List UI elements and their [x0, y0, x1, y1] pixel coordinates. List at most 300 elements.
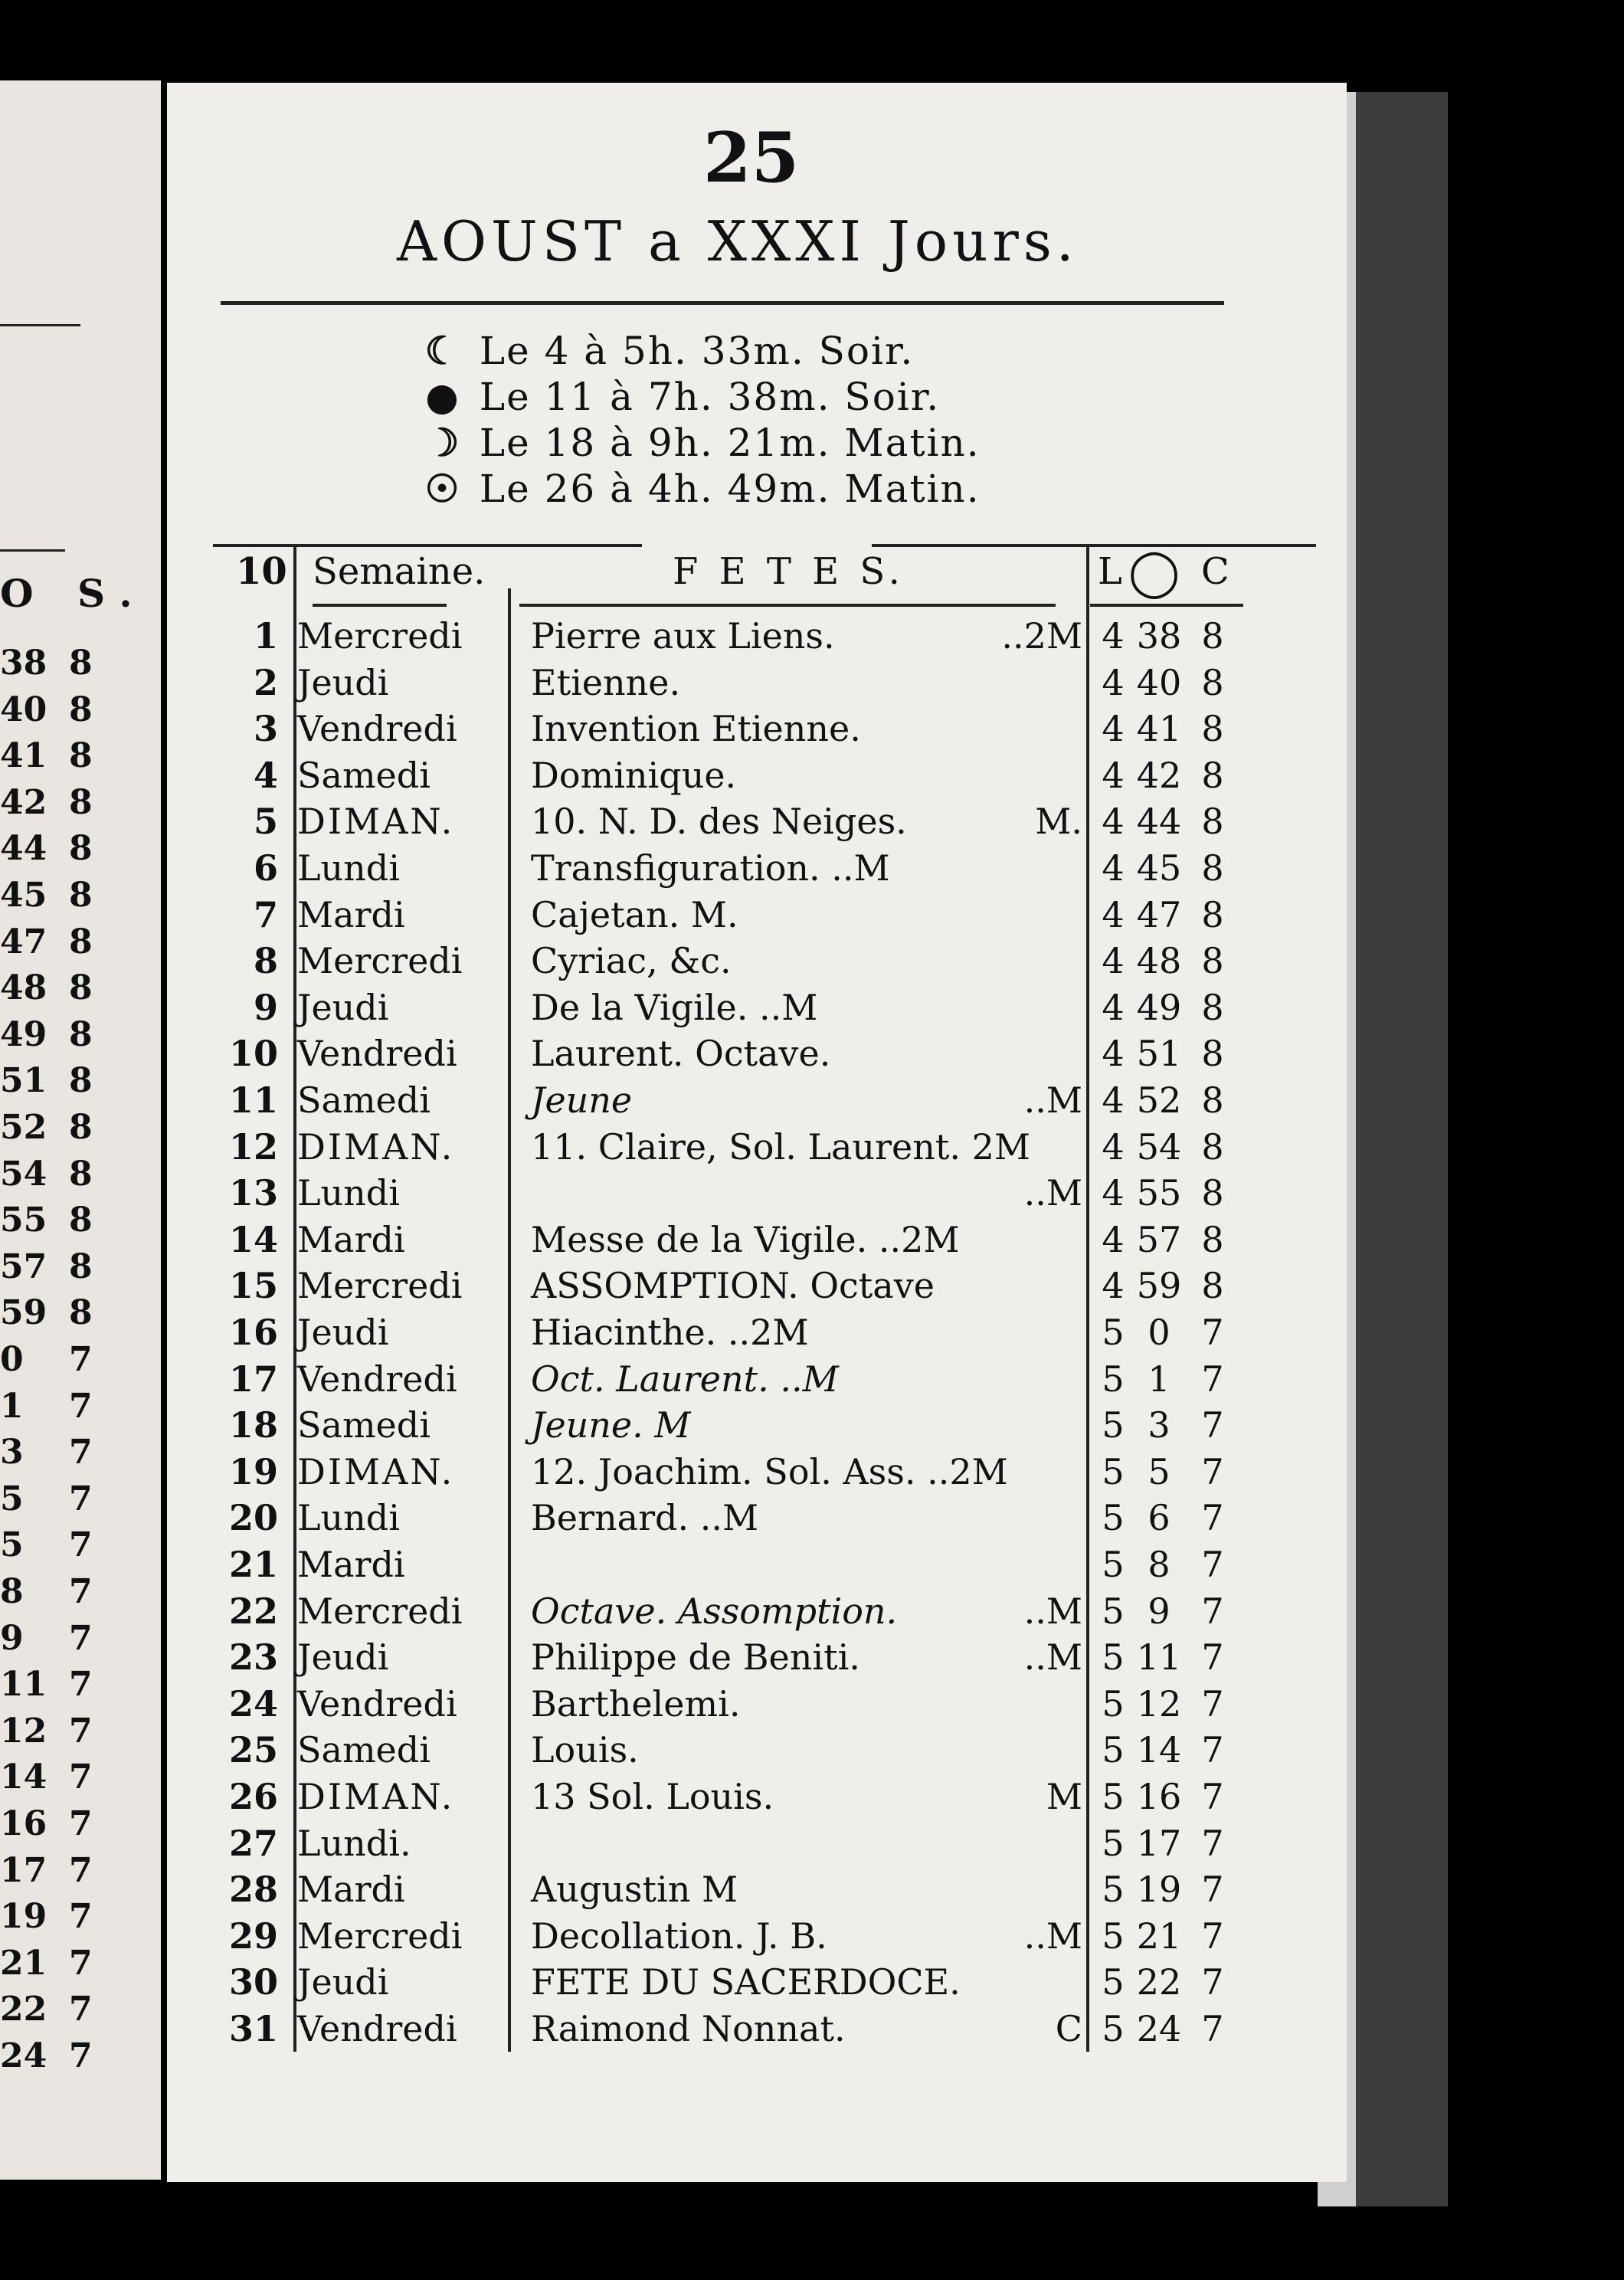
left-minute: 59: [0, 1293, 47, 1333]
sunrise-minute: 49: [1136, 986, 1182, 1028]
sunrise-minute: 8: [1148, 1544, 1171, 1585]
table-row: [190, 1915, 1293, 1962]
left-minute: 45: [0, 876, 47, 915]
left-row: [0, 1061, 153, 1107]
page-number: 25: [703, 117, 800, 198]
left-hour: 7: [69, 1433, 93, 1472]
month-title: AOUST a XXXI Jours.: [397, 209, 1079, 274]
weekday: Jeudi: [297, 1961, 389, 2003]
sunrise-minute: 5: [1148, 1450, 1171, 1492]
moon-phase-line: [420, 328, 914, 374]
sunrise-minute: 1: [1148, 1358, 1171, 1400]
day-number: 8: [253, 940, 278, 982]
left-minute: 41: [0, 736, 47, 776]
left-hour: 7: [69, 2036, 93, 2075]
week-header-rule: [313, 604, 447, 607]
left-hour: 7: [69, 1572, 93, 1611]
left-row: [0, 644, 153, 690]
sunset-hour: 8: [1201, 754, 1224, 796]
table-row: [190, 940, 1293, 987]
almanac-page: [167, 83, 1347, 2182]
day-number: 7: [253, 893, 278, 935]
sunrise-minute: 24: [1136, 2008, 1182, 2049]
left-minute: 17: [0, 1850, 47, 1890]
day-number: 2: [253, 661, 278, 703]
left-hour: 7: [69, 1665, 93, 1705]
day-number: 16: [228, 1312, 278, 1353]
weekday: Vendredi: [297, 1033, 457, 1075]
left-minute: 38: [0, 644, 47, 683]
feast-name: ASSOMPTION. Octave: [531, 1265, 935, 1307]
feast-name: FETE DU SACERDOCE.: [531, 1961, 961, 2003]
left-minute: 40: [0, 690, 47, 729]
left-hour: 7: [69, 1711, 93, 1751]
day-number: 18: [228, 1404, 278, 1446]
sunset-hour: 8: [1201, 1033, 1224, 1075]
left-hour: 8: [69, 968, 93, 1008]
left-minute: 1: [0, 1386, 24, 1426]
sunrise-hour: 5: [1102, 1915, 1125, 1957]
sunrise-minute: 16: [1136, 1776, 1182, 1817]
weekday: Mercredi: [297, 615, 463, 657]
table-row: [190, 1358, 1293, 1405]
table-top-rule-right: [872, 544, 1316, 547]
feast-name: Laurent. Octave.: [531, 1033, 831, 1075]
feast-name: Messe de la Vigile. ..2M: [531, 1218, 960, 1260]
sunrise-hour: 5: [1102, 1729, 1125, 1771]
day-number: 31: [228, 2008, 278, 2049]
feast-name: 13 Sol. Louis.: [531, 1776, 774, 1817]
left-row: [0, 1387, 153, 1433]
sunset-hour: 7: [1201, 1358, 1224, 1400]
sunset-hour: 7: [1201, 1312, 1224, 1353]
day-number: 11: [228, 1079, 278, 1121]
left-row: [0, 1619, 153, 1665]
feast-name: Invention Etienne.: [531, 708, 861, 750]
left-row: [0, 1155, 153, 1201]
left-hour: 7: [69, 1990, 93, 2029]
day-number: 24: [228, 1682, 278, 1725]
sunset-hour: 7: [1201, 1776, 1224, 1817]
sunrise-minute: 3: [1148, 1404, 1171, 1446]
left-hour: 8: [69, 690, 93, 729]
sunrise-minute: 22: [1136, 1961, 1182, 2003]
feast-name: Etienne.: [531, 661, 681, 703]
week-column-header: Semaine.: [313, 550, 486, 593]
sunrise-hour: 4: [1102, 1218, 1125, 1260]
sunset-hour: 7: [1201, 1822, 1224, 1864]
left-row: [0, 1015, 153, 1061]
table-row: [190, 1126, 1293, 1173]
mass-mark: ..M: [1023, 1172, 1082, 1214]
feast-name: Barthelemi.: [531, 1682, 741, 1725]
sunrise-minute: 55: [1136, 1172, 1182, 1214]
left-minute: 19: [0, 1897, 47, 1937]
feast-name: Jeune: [531, 1079, 633, 1121]
mass-mark: M.: [1035, 801, 1082, 843]
table-row: [190, 1404, 1293, 1451]
left-hour: 8: [69, 782, 93, 822]
fetes-header-rule: [519, 604, 1056, 607]
left-hour: 8: [69, 829, 93, 869]
sunrise-minute: 47: [1136, 893, 1182, 935]
weekday: Lundi: [297, 1497, 400, 1539]
left-row: [0, 1851, 153, 1897]
weekday: DIMAN.: [297, 1450, 455, 1492]
sunrise-minute: 17: [1136, 1822, 1182, 1864]
sunset-hour: 8: [1201, 1172, 1224, 1214]
left-hour: 7: [69, 1850, 93, 1890]
left-row: [0, 690, 153, 736]
sunset-hour: 7: [1201, 1497, 1224, 1539]
sunset-hour: 7: [1201, 2008, 1224, 2049]
weekday: Samedi: [297, 1404, 431, 1446]
left-hour: 8: [69, 1201, 93, 1240]
sunset-hour: 8: [1201, 893, 1224, 935]
weekday: Lundi: [297, 1172, 400, 1214]
sun-header-rule: [1090, 604, 1243, 607]
weekday: Mardi: [297, 1218, 405, 1260]
left-rule-mid: [0, 549, 65, 552]
weekday: Vendredi: [297, 708, 457, 750]
left-row: [0, 783, 153, 829]
feast-name: Louis.: [531, 1729, 639, 1771]
left-minute: 24: [0, 2036, 47, 2075]
sunrise-hour: 4: [1102, 1079, 1125, 1121]
left-row: [0, 1247, 153, 1293]
sunrise-hour: 5: [1102, 2008, 1125, 2049]
day-number: 4: [253, 754, 278, 796]
left-row: [0, 1433, 153, 1479]
sunset-hour: 8: [1201, 801, 1224, 843]
feast-name: Oct. Laurent. ..M: [531, 1358, 839, 1400]
left-minute: 57: [0, 1246, 47, 1286]
sunset-hour: 8: [1201, 1079, 1224, 1121]
last-quarter-icon: ☾: [424, 328, 461, 373]
table-top-rule-left: [213, 544, 642, 547]
table-row: [190, 1079, 1293, 1126]
mass-mark: M: [1046, 1776, 1082, 1817]
table-row: [190, 1823, 1293, 1869]
left-row: [0, 1990, 153, 2036]
left-hour: 7: [69, 1386, 93, 1426]
sunrise-hour: 5: [1102, 1497, 1125, 1539]
weekday: DIMAN.: [297, 1125, 455, 1168]
left-minute: 3: [0, 1433, 24, 1472]
sunset-hour: 8: [1201, 1218, 1224, 1260]
left-hour: 8: [69, 922, 93, 961]
sunrise-hour: 4: [1102, 754, 1125, 796]
sunrise-minute: 54: [1136, 1125, 1182, 1168]
table-row: [190, 2008, 1293, 2055]
weekday: Mercredi: [297, 940, 463, 982]
sunrise-hour: 4: [1102, 661, 1125, 703]
day-number: 1: [253, 615, 278, 657]
weekday: Mercredi: [297, 1590, 463, 1632]
left-minute: 51: [0, 1061, 47, 1101]
sunrise-hour: 5: [1102, 1636, 1125, 1679]
sunrise-hour: 5: [1102, 1961, 1125, 2003]
sunrise-minute: 11: [1136, 1636, 1182, 1679]
left-row: [0, 968, 153, 1014]
sunrise-minute: 42: [1136, 754, 1182, 796]
weekday: Lundi.: [297, 1822, 411, 1864]
sunrise-minute: 0: [1148, 1312, 1171, 1353]
left-hour: 7: [69, 1618, 93, 1658]
weekday: Vendredi: [297, 1358, 457, 1400]
left-row: [0, 1758, 153, 1803]
day-number: 14: [228, 1218, 278, 1260]
table-row: [190, 615, 1293, 662]
feast-name: 12. Joachim. Sol. Ass. ..2M: [531, 1450, 1008, 1492]
weekday: Jeudi: [297, 1636, 389, 1679]
table-row: [190, 1544, 1293, 1590]
sunrise-hour: 4: [1102, 940, 1125, 982]
sunrise-minute: 57: [1136, 1218, 1182, 1260]
left-row: [0, 1340, 153, 1386]
moon-phase-line: [420, 466, 981, 512]
table-row: [190, 847, 1293, 894]
left-hour: 8: [69, 736, 93, 776]
sunrise-hour: 4: [1102, 1125, 1125, 1168]
table-row: [190, 755, 1293, 801]
left-minute: 42: [0, 782, 47, 822]
sunset-hour: 7: [1201, 1636, 1224, 1679]
left-minute: 52: [0, 1108, 47, 1147]
left-row: [0, 1479, 153, 1525]
sunset-hour: 8: [1201, 847, 1224, 889]
sunrise-hour: 5: [1102, 1822, 1125, 1864]
left-row: [0, 1108, 153, 1154]
day-column-header: 10: [236, 550, 287, 593]
sunset-hour: 7: [1201, 1915, 1224, 1957]
feast-name: Transfiguration. ..M: [531, 847, 890, 889]
day-number: 12: [228, 1125, 278, 1168]
table-row: [190, 1683, 1293, 1730]
left-minute: 44: [0, 829, 47, 869]
day-number: 30: [228, 1961, 278, 2003]
feast-name: Raimond Nonnat.: [531, 2008, 846, 2049]
sunrise-hour: 5: [1102, 1450, 1125, 1492]
table-row: [190, 1451, 1293, 1498]
sunrise-minute: 9: [1148, 1590, 1171, 1632]
table-row: [190, 1590, 1293, 1637]
left-hour: 8: [69, 1014, 93, 1054]
left-hour: 7: [69, 1943, 93, 1983]
sunset-hour: 7: [1201, 1961, 1224, 2003]
weekday: Samedi: [297, 1079, 431, 1121]
left-minute: 11: [0, 1665, 47, 1705]
day-number: 19: [228, 1450, 278, 1492]
weekday: Samedi: [297, 754, 431, 796]
mass-mark: ..M: [1023, 1636, 1082, 1679]
sunrise-hour: 4: [1102, 986, 1125, 1028]
left-minute: 5: [0, 1479, 24, 1518]
day-number: 28: [228, 1869, 278, 1911]
left-row: [0, 1293, 153, 1339]
sunrise-hour: 5: [1102, 1404, 1125, 1446]
left-minute: 21: [0, 1943, 47, 1983]
fetes-column-header: F E T E S.: [673, 550, 905, 593]
weekday: Mardi: [297, 1869, 405, 1911]
sunrise-hour: 5: [1102, 1590, 1125, 1632]
sunrise-minute: 51: [1136, 1033, 1182, 1075]
weekday: Lundi: [297, 847, 400, 889]
left-minute: 9: [0, 1618, 24, 1658]
sunrise-hour: 5: [1102, 1682, 1125, 1725]
weekday: Mardi: [297, 1544, 405, 1585]
table-row: [190, 1729, 1293, 1776]
coucher-column-header: C: [1201, 550, 1229, 593]
left-minute: 49: [0, 1014, 47, 1054]
left-hour: 7: [69, 1897, 93, 1937]
weekday: Vendredi: [297, 1682, 457, 1725]
table-row: [190, 801, 1293, 847]
sunrise-hour: 4: [1102, 1033, 1125, 1075]
left-rule-top: [0, 324, 80, 326]
sunrise-minute: 40: [1136, 661, 1182, 703]
left-hour: 7: [69, 1479, 93, 1518]
day-number: 21: [228, 1544, 278, 1585]
full-moon-icon: ☉: [424, 466, 461, 511]
feast-name: Bernard. ..M: [531, 1497, 759, 1539]
day-number: 17: [228, 1358, 278, 1400]
left-row: [0, 1944, 153, 1990]
left-column-header: O S.: [0, 571, 148, 616]
sunset-hour: 7: [1201, 1590, 1224, 1632]
day-number: 3: [253, 708, 278, 750]
sunrise-hour: 5: [1102, 1869, 1125, 1911]
mass-mark: C: [1055, 2008, 1082, 2049]
left-hour: 8: [69, 1061, 93, 1101]
left-hour: 7: [69, 1525, 93, 1565]
day-number: 10: [228, 1033, 278, 1075]
sunrise-hour: 4: [1102, 893, 1125, 935]
feast-name: 10. N. D. des Neiges.: [531, 801, 907, 843]
sunrise-hour: 5: [1102, 1358, 1125, 1400]
table-row: [190, 987, 1293, 1034]
weekday: Vendredi: [297, 2008, 457, 2049]
table-row: [190, 1869, 1293, 1915]
left-minute: 14: [0, 1758, 47, 1797]
mass-mark: ..M: [1023, 1079, 1082, 1121]
feast-name: Philippe de Beniti.: [531, 1636, 860, 1679]
feast-name: De la Vigile. ..M: [531, 986, 818, 1028]
left-row: [0, 1665, 153, 1711]
feast-name: Cyriac, &c.: [531, 940, 732, 982]
mass-mark: ..M: [1023, 1590, 1082, 1632]
moon-phase-text: Le 26 à 4h. 49m. Matin.: [479, 467, 981, 511]
lever-column-header: L: [1098, 550, 1122, 593]
weekday: DIMAN.: [297, 1776, 455, 1817]
feast-name: Jeune. M: [531, 1404, 691, 1446]
table-row: [190, 1961, 1293, 2008]
left-hour: 8: [69, 644, 93, 683]
left-row: [0, 922, 153, 968]
sun-icon: ◯: [1128, 545, 1180, 599]
left-row: [0, 1572, 153, 1618]
moon-phase-line: [420, 420, 981, 466]
sunset-hour: 7: [1201, 1450, 1224, 1492]
feast-name: Decollation. J. B.: [531, 1915, 827, 1957]
sunset-hour: 7: [1201, 1869, 1224, 1911]
day-number: 15: [228, 1265, 278, 1307]
weekday: Mercredi: [297, 1265, 463, 1307]
sunset-hour: 7: [1201, 1729, 1224, 1771]
day-number: 9: [253, 986, 278, 1028]
left-minute: 12: [0, 1711, 47, 1751]
sunrise-minute: 6: [1148, 1497, 1171, 1539]
left-minute: 8: [0, 1572, 24, 1611]
sunrise-hour: 4: [1102, 847, 1125, 889]
book-spine: [1356, 92, 1448, 2206]
table-row: [190, 1172, 1293, 1219]
left-hour: 8: [69, 1154, 93, 1194]
left-minute: 47: [0, 922, 47, 961]
left-row: [0, 1804, 153, 1850]
sunrise-minute: 21: [1136, 1915, 1182, 1957]
feast-name: Hiacinthe. ..2M: [531, 1312, 809, 1353]
table-row: [190, 894, 1293, 941]
sunset-hour: 8: [1201, 1125, 1224, 1168]
feast-name: 11. Claire, Sol. Laurent. 2M: [531, 1125, 1030, 1168]
weekday: Jeudi: [297, 661, 389, 703]
sunset-hour: 8: [1201, 1265, 1224, 1307]
table-row: [190, 1312, 1293, 1358]
sunset-hour: 8: [1201, 708, 1224, 750]
day-number: 29: [228, 1915, 278, 1957]
left-hour: 7: [69, 1340, 93, 1379]
left-row: [0, 1201, 153, 1246]
day-number: 13: [228, 1172, 278, 1214]
sunrise-minute: 41: [1136, 708, 1182, 750]
left-minute: 0: [0, 1340, 24, 1379]
sunrise-hour: 5: [1102, 1776, 1125, 1817]
table-row: [190, 1776, 1293, 1823]
moon-phase-text: Le 18 à 9h. 21m. Matin.: [479, 421, 981, 465]
sunrise-hour: 4: [1102, 708, 1125, 750]
feast-name: Pierre aux Liens.: [531, 615, 835, 657]
new-moon-icon: ●: [425, 374, 460, 419]
day-number: 25: [228, 1729, 278, 1771]
sunset-hour: 8: [1201, 986, 1224, 1028]
left-row: [0, 2036, 153, 2082]
left-row: [0, 876, 153, 922]
day-number: 22: [228, 1590, 278, 1632]
left-row: [0, 736, 153, 782]
sunset-hour: 8: [1201, 661, 1224, 703]
left-row: [0, 1897, 153, 1943]
sunrise-hour: 4: [1102, 1265, 1125, 1307]
left-minute: 54: [0, 1154, 47, 1194]
moon-phase-text: Le 11 à 7h. 38m. Soir.: [479, 375, 941, 419]
sunset-hour: 8: [1201, 940, 1224, 982]
day-number: 26: [228, 1776, 278, 1817]
left-hour: 7: [69, 1804, 93, 1843]
table-row: [190, 1265, 1293, 1312]
weekday: Jeudi: [297, 986, 389, 1028]
sunrise-minute: 44: [1136, 801, 1182, 843]
left-hour: 8: [69, 1246, 93, 1286]
day-number: 6: [253, 847, 278, 889]
weekday: Jeudi: [297, 1312, 389, 1353]
mass-mark: ..2M: [1001, 615, 1082, 657]
left-minute: 48: [0, 968, 47, 1008]
sunrise-minute: 59: [1136, 1265, 1182, 1307]
feast-name: Augustin M: [531, 1869, 738, 1911]
left-minute: 16: [0, 1804, 47, 1843]
left-hour: 8: [69, 1293, 93, 1333]
